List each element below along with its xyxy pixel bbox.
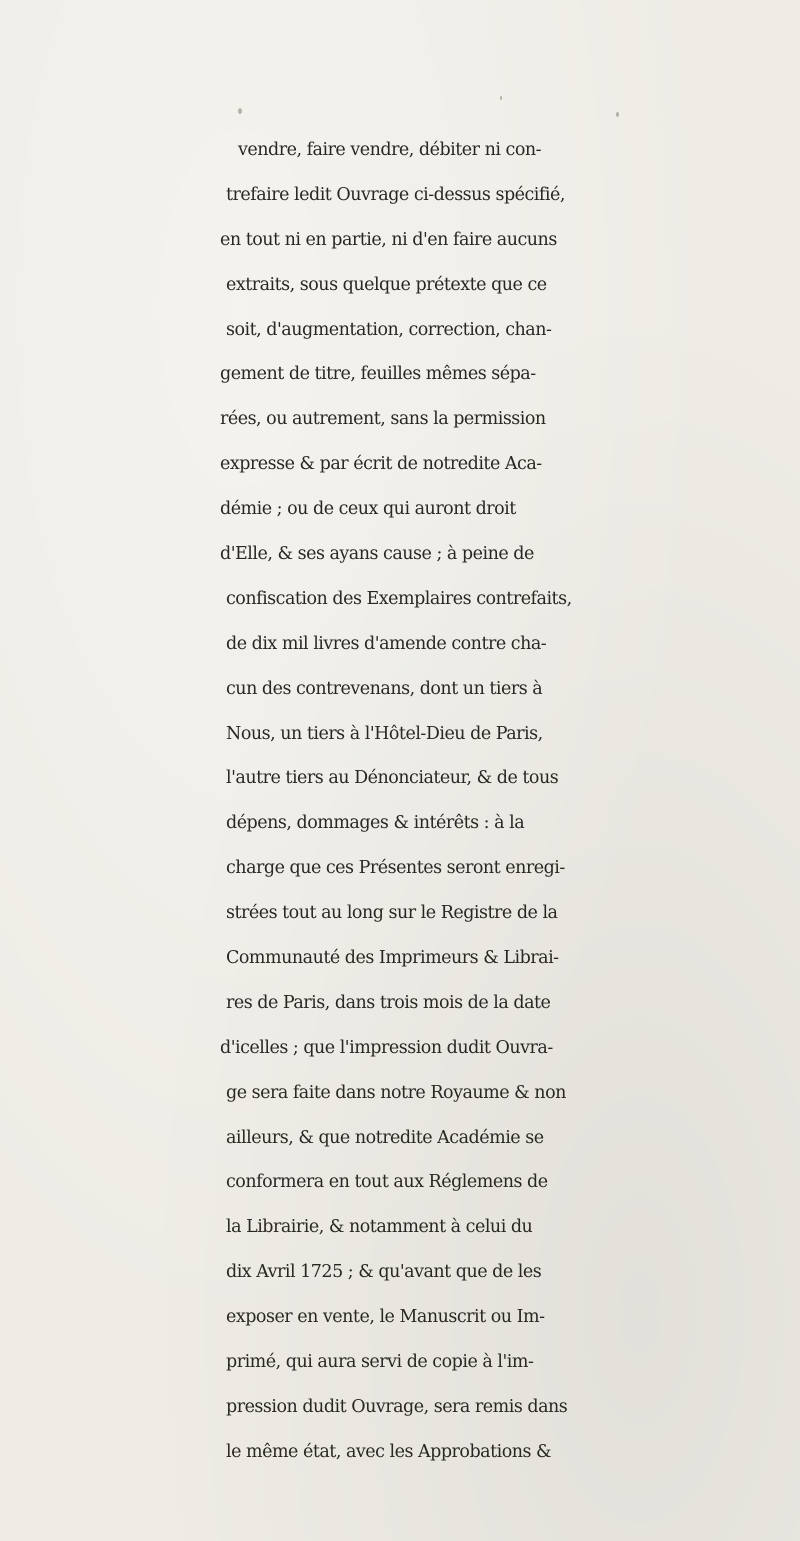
body-text — [218, 128, 798, 1475]
text-line: cun des contrevenans, dont un tiers à — [226, 678, 543, 699]
text-line: d'icelles ; que l'impression dudit Ouvra- — [220, 1037, 553, 1058]
text-line: Nous, un tiers à l'Hôtel-Dieu de Paris, — [226, 723, 543, 744]
text-line: dix Avril 1725 ; & qu'avant que de les — [226, 1262, 542, 1283]
page-speck — [616, 112, 619, 117]
text-line: gement de titre, feuilles mêmes sépa- — [220, 364, 536, 385]
text-line: conformera en tout aux Réglemens de — [226, 1172, 548, 1193]
text-line: dépens, dommages & intérêts : à la — [226, 813, 525, 834]
text-line: en tout ni en partie, ni d'en faire aucuns — [220, 229, 557, 250]
page-speck — [238, 108, 242, 114]
text-line: res de Paris, dans trois mois de la date — [226, 992, 551, 1013]
text-line: de dix mil livres d'amende contre cha- — [226, 633, 547, 654]
text-line: expresse & par écrit de notredite Aca- — [220, 454, 542, 475]
text-line: soit, d'augmentation, correction, chan- — [226, 319, 552, 340]
text-line: strées tout au long sur le Registre de la — [226, 903, 558, 924]
text-line: démie ; ou de ceux qui auront droit — [220, 499, 516, 520]
text-line: charge que ces Présentes seront enregi- — [226, 858, 565, 879]
text-line: exposer en vente, le Manuscrit ou Im- — [226, 1307, 545, 1328]
text-line: pression dudit Ouvrage, sera remis dans — [226, 1396, 568, 1417]
text-line: primé, qui aura servi de copie à l'im- — [226, 1352, 534, 1373]
text-line: ailleurs, & que notredite Académie se — [226, 1127, 544, 1148]
text-line: Communauté des Imprimeurs & Librai- — [226, 948, 559, 969]
text-line: rées, ou autrement, sans la permission — [220, 409, 546, 430]
text-line: la Librairie, & notamment à celui du — [226, 1217, 533, 1238]
text-line: confiscation des Exemplaires contrefaits, — [226, 588, 572, 609]
text-line: extraits, sous quelque prétexte que ce — [226, 274, 547, 295]
text-line: trefaire ledit Ouvrage ci-dessus spécifié, — [226, 184, 565, 205]
text-line: vendre, faire vendre, débiter ni con- — [238, 140, 542, 160]
text-line: d'Elle, & ses ayans cause ; à peine de — [220, 544, 534, 565]
text-line: l'autre tiers au Dénonciateur, & de tous — [226, 768, 559, 789]
page-speck — [500, 96, 502, 100]
text-line: le même état, avec les Approbations & — [226, 1441, 552, 1462]
text-line: ge sera faite dans notre Royaume & non — [226, 1082, 566, 1103]
